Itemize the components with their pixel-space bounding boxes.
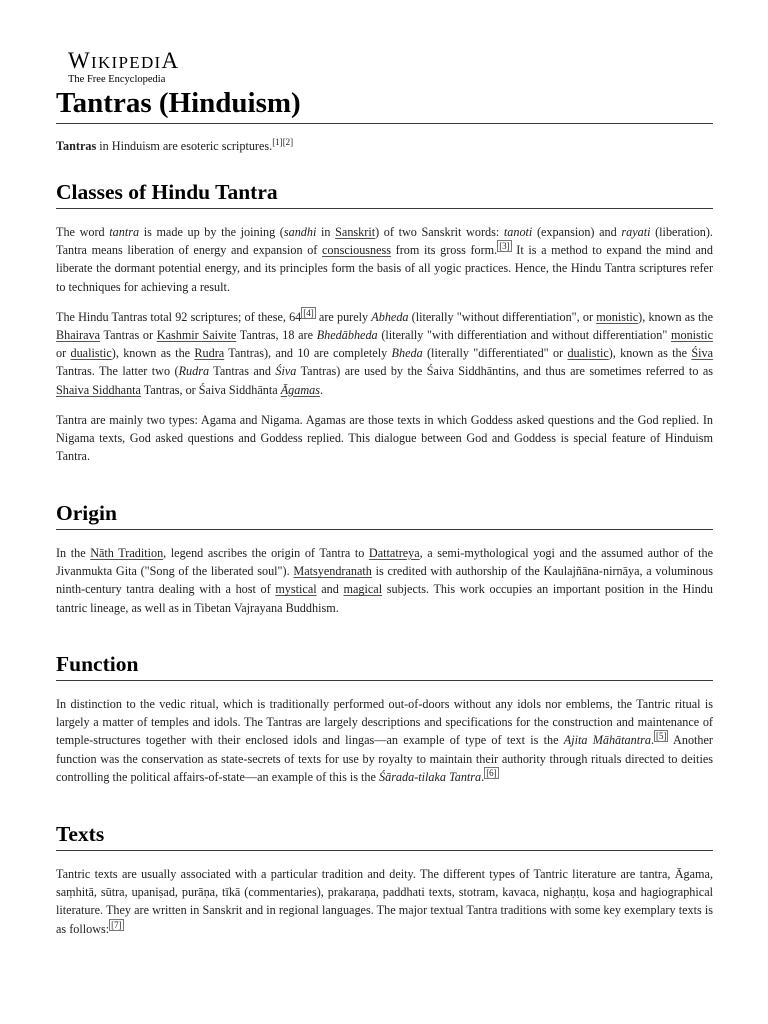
link-matsyendranath[interactable]: Matsyendranath <box>293 564 372 579</box>
link-sanskrit[interactable]: Sanskrit <box>335 225 376 239</box>
section-function <box>56 650 713 786</box>
origin-paragraph-1: In the Nāth Tradition, legend ascribes the origin of Tantra to Dattatreya, a semi-mythological yogi and the assumed author of the Jivanmukta Gita ("Song of the liberated soul"). Matsyendranath is credited with authorship of the Kaulajñāna-nirnāya, a voluminous ninth-century tantra dealing with a host of mystical and magical subjects. This work occupies an important position in the Hindu tantric lineage, as well as in Tibetan Vajrayana Buddhism. <box>56 546 713 615</box>
function-paragraph-1: In distinction to the vedic ritual, which is traditionally performed out-of-doors without any idols nor emblems, the Tantric ritual is largely a matter of temples and idols. The Tantras are largely descriptions and specifications for the construction and maintenance of temple-structures together with their enclosed idols and lingas—an example of type of text is the Ajita Māhātantra. [5] Another function was the conservation as state-secrets of texts for use by royalty to maintain their authority through rituals directed to deities controlling the political affairs-of-state—an example of this is the Śārada-tilaka Tantra. [6] <box>56 697 713 784</box>
link-dualistic-2[interactable]: dualistic <box>567 346 609 361</box>
classes-paragraph-1: The word tantra is made up by the joining (sandhi in Sanskrit) of two Sanskrit words: tanoti (expansion) and rayati (liberation). Tantra means liberation of energy and expansion of consciousness from its gross form. [3] It is a method to expand the mind and liberate the dormant potential energy, and its principles form the basis of all yogic practices. Hence, the Hindu Tantra scriptures refer to techniques for achieving a result. <box>56 225 713 294</box>
section-classes <box>56 178 713 465</box>
link-bhairava[interactable]: Bhairava <box>56 328 100 343</box>
citation-2[interactable]: [2] <box>282 137 294 147</box>
logo-wordmark: WIKIPEDIA <box>68 48 180 73</box>
heading-texts: Texts <box>56 820 713 851</box>
classes-paragraph-3: Tantra are mainly two types: Agama and Nigama. Agamas are those texts in which Goddess asked questions and the God replied. In Nigama texts, God asked questions and Goddess replied. This dialogue between God and Goddess is special feature of Hinduism Tantra. <box>56 412 713 464</box>
classes-paragraph-2: The Hindu Tantras total 92 scriptures; of these, 64 [4] are purely Abheda (literally "without differentiation", or monistic), known as the Bhairava Tantras or Kashmir Saivite Tantras, 18 are Bhedābheda (literally "with differentiation and without differentiation" monistic or dualistic), known as the Rudra Tantras), and 10 are completely Bheda (literally "differentiated" or dualistic), known as the Śiva Tantras. The latter two (Rudra Tantras and Śiva Tantras) are used by the Śaiva Siddhāntins, and thus are sometimes referred to as Shaiva Siddhanta Tantras, or Śaiva Siddhānta Āgamas. <box>56 307 714 397</box>
link-shaiva-siddhanta[interactable]: Shaiva Siddhanta <box>56 382 141 397</box>
section-origin <box>56 499 713 617</box>
logo-tagline: The Free Encyclopedia <box>68 74 166 85</box>
heading-origin: Origin <box>56 499 713 530</box>
citation-7[interactable]: [7] <box>111 919 122 930</box>
page-title: Tantras (Hinduism) <box>56 84 713 124</box>
intro-bold: Tantras <box>56 139 97 153</box>
heading-function: Function <box>56 650 713 681</box>
texts-paragraph-1: Tantric texts are usually associated with a particular tradition and deity. The different types of Tantric literature are tantra, Āgama, saṃhitā, sūtra, upaniṣad, purāṇa, tīkā (commentaries), prakaraṇa, paddhati texts, stotram, kavaca, nighaṇṭu, koṣa and hagiographical literature. They are written in Sanskrit and in regional languages. The major textual Tantra traditions with some key exemplary texts is as follows: [7] <box>56 867 713 936</box>
link-dattatreya[interactable]: Dattatreya <box>368 546 420 560</box>
citation-5[interactable]: [5] <box>655 731 667 742</box>
link-nath-tradition[interactable]: Nāth Tradition <box>90 546 164 560</box>
intro-section <box>56 137 713 155</box>
link-kashmir-saivite[interactable]: Kashmir Saivite <box>156 328 237 343</box>
citation-4[interactable]: [4] <box>303 307 314 318</box>
link-siva[interactable]: Śiva <box>691 346 714 361</box>
link-agamas[interactable]: Āgamas <box>280 382 320 397</box>
section-texts <box>56 820 713 938</box>
link-consciousness[interactable]: consciousness <box>321 243 392 258</box>
citation-6[interactable]: [6] <box>486 767 497 778</box>
link-magical[interactable]: magical <box>343 582 383 597</box>
citation-1[interactable]: [1] <box>272 137 283 147</box>
intro-paragraph: Tantras in Hinduism are esoteric scriptures.[1][2] <box>56 137 294 153</box>
link-monistic[interactable]: monistic <box>596 309 639 324</box>
link-dualistic[interactable]: dualistic <box>70 346 112 361</box>
link-rudra[interactable]: Rudra <box>194 346 225 361</box>
heading-classes: Classes of Hindu Tantra <box>56 178 713 209</box>
link-mystical[interactable]: mystical <box>275 582 317 597</box>
wikipedia-logo[interactable] <box>68 50 179 85</box>
citation-3[interactable]: [3] <box>499 241 510 252</box>
link-monistic-2[interactable]: monistic <box>671 328 713 343</box>
